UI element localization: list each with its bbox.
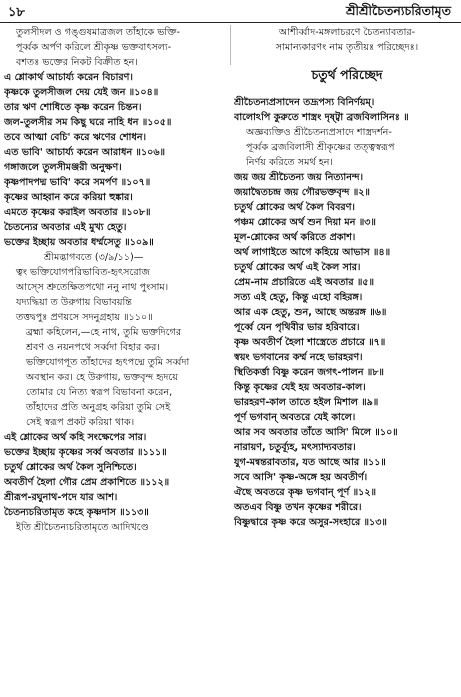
text-line: অর্থ লাগাইতে আগে কহিয়ে আভাস ॥৪॥ bbox=[234, 247, 391, 258]
text-line: কৃষ্ণকে তুলসীজল দেয় যেই জন ॥১০৪॥ bbox=[4, 87, 159, 98]
text-line: যদ্যদ্ধিয়া ত উরুগায় বিভাবয়ন্তি bbox=[16, 297, 132, 308]
text-line: আর এক হেতু, শুন, আছে অন্তরঙ্গ ॥৬॥ bbox=[234, 307, 387, 318]
text-line: পঞ্চম শ্লোকের অর্থ শুন দিয়া মন ॥৩॥ bbox=[234, 217, 376, 228]
text-line: গঙ্গাজলে তুলসীমঞ্জরী অনুক্ষণ। bbox=[4, 162, 122, 173]
text-line: আর সব অবতার তাঁতে আসি' মিলে ॥১০॥ bbox=[234, 427, 398, 438]
text-line: এমতে কৃষ্ণের করাইল অবতার ॥১০৮॥ bbox=[4, 207, 151, 218]
text-line: এই শ্লোকের অর্থ কহি সংক্ষেপের সার। bbox=[4, 432, 147, 443]
text-line: এ শ্লোকার্থ আচার্য্য করেন বিচারণ। bbox=[4, 72, 133, 83]
left-column bbox=[4, 25, 230, 693]
running-title: শ্রীশ্রীচৈতন্যচরিতামৃত bbox=[346, 3, 451, 18]
text-line: তুলসীদল ও গঙ্গুষমাত্রজল তাঁহাকে ভক্তি- bbox=[16, 27, 180, 38]
text-line: চৈতন্যের অবতার এই মুখ্য হেতু। bbox=[4, 222, 127, 233]
text-line: সত্য এই হেতু, কিন্তু এহো বহিরঙ্গ। bbox=[234, 292, 363, 303]
text-line: পূর্ব্বে যেন পৃথিবীর ভার হরিবারে। bbox=[234, 322, 360, 333]
text-line: চৈতন্যচরিতামৃত কহে কৃষ্ণদাস ॥১১৩॥ bbox=[4, 507, 149, 518]
text-line: নারায়ণ, চতুর্ব্যূহ, মৎস্যাদ্যবতার। bbox=[234, 442, 356, 453]
text-line: কৃষ্ণ অবতীর্ণ হৈলা শাস্ত্রেতে প্রচারে ॥৭॥ bbox=[234, 337, 386, 348]
text-line: তার ঋণ শোধিতে কৃষ্ণ করেন চিন্তন। bbox=[4, 102, 142, 113]
right-column bbox=[234, 25, 460, 693]
text-line: অবতীর্ণ হৈলা গৌর প্রেম প্রকাশিতে ॥১১২॥ bbox=[4, 477, 170, 488]
text-line: পূর্ণ ভগবান্ অবতরে যেই কালে। bbox=[234, 412, 356, 423]
text-line: প্রেম-নাম প্রচারিতে এই অবতার ॥৫॥ bbox=[234, 277, 375, 288]
column-divider bbox=[230, 25, 231, 65]
text-line: বিষ্ণুদ্বারে কৃষ্ণ করে অসুর-সংহারে ॥১৩॥ bbox=[234, 517, 387, 528]
text-line: বালোঽপি কুরুতে শাস্ত্রং দৃষ্ট্বা ব্রজবিলাসিনঃ ॥ bbox=[234, 112, 409, 123]
colophon-line: সামান্যকারণং নাম তৃতীয়ঃ পরিচ্ছেদঃ। bbox=[275, 42, 419, 53]
text-line: তাঁহাদের প্রতি অনুগ্রহ করিয়া তুমি সেই bbox=[26, 402, 171, 413]
text-line: ঐছে অবতরে কৃষ্ণ ভগবান্ পূর্ণ ॥১২॥ bbox=[234, 487, 377, 498]
text-line: তত্তদ্বপুঃ প্রণয়সে সদনুগ্রহায় ॥১১০॥ bbox=[16, 312, 153, 323]
text-line: তবে আত্মা বেচি' করে ঋণের শোধন। bbox=[4, 132, 146, 143]
text-line: ইতি শ্রীচৈতন্যচরিতামৃতে আদিখণ্ডে bbox=[16, 522, 149, 533]
text-line: শ্রবণ ও নয়নপথে সর্ব্বদা বিহার কর। bbox=[26, 342, 160, 353]
text-line: নির্ণয় করিতে সমর্থ হন। bbox=[246, 157, 333, 168]
text-line: তোমার যে নিত্য স্বরূপ বিভাবনা করেন, bbox=[26, 387, 173, 398]
text-line: পূর্ব্বক ব্রজবিলাসী শ্রীকৃষ্ণের তত্ত্বস্বরূপ bbox=[246, 142, 395, 153]
text-line: মূল-শ্লোকের অর্থ করিতে প্রকাশ। bbox=[234, 232, 356, 243]
text-line: সবে আসি' কৃষ্ণ-অঙ্গে হয় অবতীর্ণ। bbox=[234, 472, 368, 483]
text-line: শ্রীচৈতন্যপ্রসাদেন তদ্রূপস্য বিনির্ণয়ম্। bbox=[234, 97, 375, 108]
text-line: কৃষ্ণের আহ্বান করে করিয়া হুঙ্কার। bbox=[4, 192, 133, 203]
text-line: জয়াদ্বৈতচন্দ্র জয় গৌরভক্তবৃন্দ ॥২॥ bbox=[234, 187, 370, 198]
text-line: অতএব বিষ্ণু তখন কৃষ্ণের শরীরে। bbox=[234, 502, 362, 513]
text-line: কৃষ্ণপাদপদ্ম ভাবি' করে সমর্পণ ॥১০৭॥ bbox=[4, 177, 151, 188]
text-line: শ্রীরূপ-রঘুনাথ-পদে যার আশ। bbox=[4, 492, 118, 503]
text-line: আস্সে শ্রুতেক্ষিতপথো ননু নাথ পুংসাম। bbox=[16, 282, 169, 293]
text-line: বশতঃ ভক্তের নিকট বিক্রীত হন। bbox=[16, 57, 138, 68]
text-line: ভারহরণ-কাল তাতে হইল মিশাল ॥৯॥ bbox=[234, 397, 379, 408]
text-line: ভক্তিযোগপূত তাঁহাদের হৃৎপদ্মে তুমি সর্ব্বদা bbox=[26, 357, 190, 368]
text-line: জল-তুলসীর সম কিছু ঘরে নাহি ধন ॥১০৫॥ bbox=[4, 117, 172, 128]
colophon-line: আশীর্ব্বাদ-মঙ্গলাচরণে চৈতন্যাবতার- bbox=[278, 27, 416, 38]
text-line: জয় জয় শ্রীচৈতন্য জয় নিত্যানন্দ। bbox=[234, 172, 364, 183]
right-verses bbox=[234, 95, 460, 530]
text-line: স্থিতিকর্ত্তা বিষ্ণু করেন জগৎ-পালন ॥৮॥ bbox=[234, 367, 384, 378]
text-line: শ্রীমদ্ভাগবতে (৩/৯/১১)— bbox=[44, 252, 144, 263]
text-line: স্বয়ং ভগবানের কর্ম্ম নহে ভারহরণ। bbox=[234, 352, 363, 363]
page-number: ১৮ bbox=[8, 5, 25, 20]
page-header bbox=[0, 0, 461, 23]
chapter-title: চতুর্থ পরিচ্ছেদ bbox=[311, 67, 383, 82]
text-line: যুগ-মন্বন্তরাবতার, যত আছে আর ॥১১॥ bbox=[234, 457, 386, 468]
text-line: ত্বং ভক্তিযোগপরিভাবিত-হৃৎসরোজ bbox=[16, 267, 151, 278]
text-line: অবস্থান কর। হে উরুগায়, ভক্তবৃন্দ হৃদয়ে bbox=[26, 372, 178, 383]
text-line: পূর্ব্বক অর্পণ করিলে শ্রীকৃষ্ণ ভক্তবাৎসল্য- bbox=[16, 42, 172, 53]
text-line: অজ্ঞব্যক্তিও শ্রীচৈতন্যপ্রসাদে শাস্ত্রদর্শন- bbox=[246, 127, 392, 138]
text-line: চতুর্থ শ্লোকের অর্থ কৈল বিবরণ। bbox=[234, 202, 355, 213]
text-line: ব্রহ্মা কহিলেন,—হে নাথ, তুমি ভক্তদিগের bbox=[26, 327, 182, 338]
text-line: ভক্তের ইচ্ছায় কৃষ্ণের সর্ব্ব অবতার ॥১১১॥ bbox=[4, 447, 167, 458]
text-line: সেই স্বরূপ প্রকট করিয়া থাক। bbox=[26, 417, 135, 428]
text-line: চতুর্থ শ্লোকের অর্থ কৈল সুনিশ্চিতে। bbox=[4, 462, 137, 473]
text-line: কিন্তু কৃষ্ণের যেই হয় অবতার-কাল। bbox=[234, 382, 366, 393]
text-line: ভক্তের ইচ্ছায় অবতার ধর্ম্মসেতু ॥১০৯॥ bbox=[4, 237, 154, 248]
text-line: চতুর্থ শ্লোকের অর্থ এই কৈল সার। bbox=[234, 262, 361, 273]
text-line: এত ভাবি' আচার্য্য করেন আরাধন ॥১০৬॥ bbox=[4, 147, 166, 158]
